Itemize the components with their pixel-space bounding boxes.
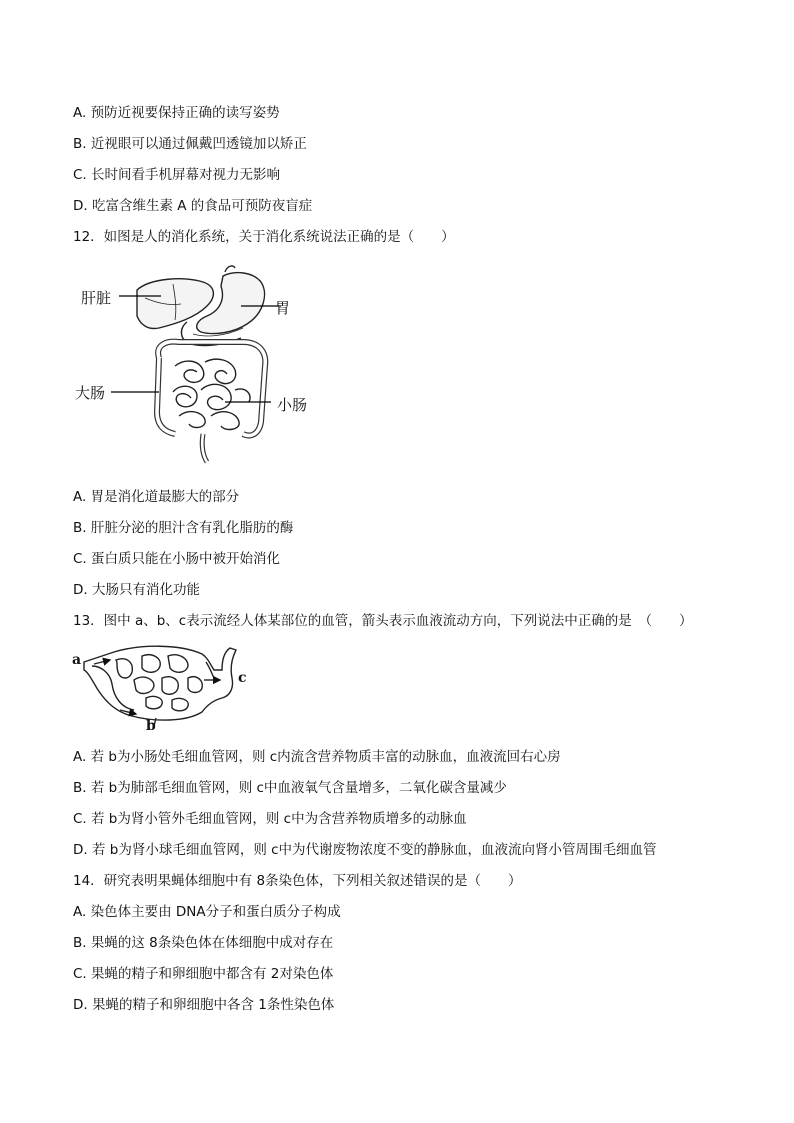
q14-option-d: D. 果蝇的精子和卵细胞中各含 1条性染色体	[73, 997, 335, 1013]
q11-option-c: C. 长时间看手机屏幕对视力无影响	[73, 167, 281, 183]
q12-stem: 12．如图是人的消化系统，关于消化系统说法正确的是（ ）	[73, 229, 455, 245]
vessel-b-label: b	[146, 718, 156, 730]
q12-option-d: D. 大肠只有消化功能	[73, 582, 200, 598]
q11-option-a: A. 预防近视要保持正确的读写姿势	[73, 105, 280, 121]
q12-option-c: C. 蛋白质只能在小肠中被开始消化	[73, 551, 281, 567]
q11-option-d: D. 吃富含维生素 A 的食品可预防夜盲症	[73, 198, 313, 214]
q14-option-b: B. 果蝇的这 8条染色体在体细胞中成对存在	[73, 935, 334, 951]
q11-option-b: B. 近视眼可以通过佩戴凹透镜加以矫正	[73, 136, 307, 152]
q12-option-b: B. 肝脏分泌的胆汁含有乳化脂肪的酶	[73, 520, 294, 536]
q14-option-c: C. 果蝇的精子和卵细胞中都含有 2对染色体	[73, 966, 334, 982]
q13-option-c: C. 若 b为肾小管外毛细血管网，则 c中为含营养物质增多的动脉血	[73, 811, 467, 827]
digestive-system-figure	[75, 262, 325, 472]
small-intestine-label: 小肠	[277, 396, 308, 414]
q13-option-a: A. 若 b为小肠处毛细血管网，则 c内流含营养物质丰富的动脉血，血液流回右心房	[73, 749, 561, 765]
q14-stem: 14．研究表明果蝇体细胞中有 8条染色体，下列相关叙述错误的是（ ）	[73, 873, 522, 889]
q13-option-b: B. 若 b为肺部毛细血管网，则 c中血液氧气含量增多，二氧化碳含量减少	[73, 780, 507, 796]
blood-vessel-figure	[70, 640, 260, 730]
stomach-label: 胃	[275, 299, 291, 317]
large-intestine-label: 大肠	[75, 384, 106, 402]
vessel-a-label: a	[72, 652, 82, 668]
liver-label: 肝脏	[81, 289, 112, 307]
q14-option-a: A. 染色体主要由 DNA分子和蛋白质分子构成	[73, 904, 341, 920]
vessel-c-label: c	[238, 670, 247, 686]
q12-option-a: A. 胃是消化道最膨大的部分	[73, 489, 240, 505]
q13-option-d: D. 若 b为肾小球毛细血管网，则 c中为代谢废物浓度不变的静脉血，血液流向肾小管周围毛细血管	[73, 842, 657, 858]
q13-stem: 13．图中 a、b、c表示流经人体某部位的血管，箭头表示血液流动方向，下列说法中正确的是 （ ）	[73, 613, 693, 629]
